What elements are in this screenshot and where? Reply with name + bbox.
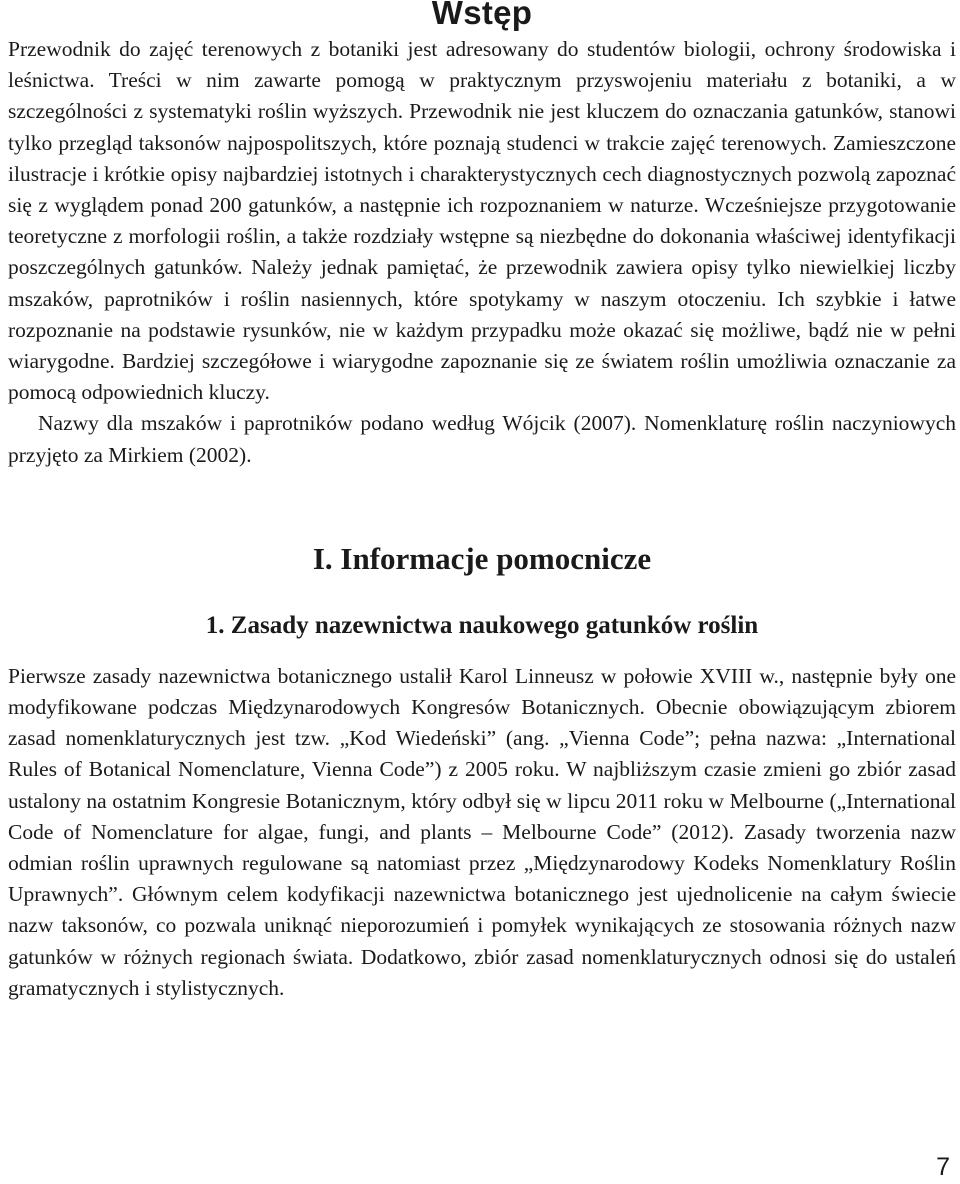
chapter-title: I. Informacje pomocnicze	[312, 540, 652, 576]
spacer	[8, 471, 956, 539]
intro-title: Wstęp	[431, 0, 533, 31]
intro-paragraph-2: Nazwy dla mszaków i paprotników podano według Wójcik (2007). Nomenklaturę roślin naczyniowych przyjęto za Mirkiem (2002).	[8, 411, 956, 467]
section-paragraph: Pierwsze zasady nazewnictwa botanicznego ustalił Karol Linneusz w połowie XVIII w., następnie były one modyfikowane podczas Międzynarodowych Kongresów Botanicznych. Obecnie obowiązującym zbiorem zasad nomenklaturycznych jest tzw. „Kod Wiedeński” (ang. „Vienna Code”; pełna nazwa: „International Rules of Botanical Nomenclature, Vienna Code”) z 2005 roku. W najbliższym czasie zmieni go zbiór zasad ustalony na ostatnim Kongresie Botanicznym, który odbył się w lipcu 2011 roku w Melbourne („International Code of Nomenclature for algae, fungi, and plants – Melbourne Code” (2012). Zasady tworzenia nazw odmian roślin uprawnych regulowane są natomiast przez „Międzynarodowy Kodeks Nomenklatury Roślin Uprawnych”. Głównym celem kodyfikacji nazewnictwa botanicznego jest ujednolicenie na całym świecie nazw taksonów, co pozwala uniknąć nieporozumień i pomyłek wynikających ze stosowania różnych nazw gatunków w różnych regionach świata. Dodatkowo, zbiór zasad nomenklaturycznych odnosi się do ustaleń gramatycznych i stylistycznych.	[8, 663, 956, 1000]
intro-paragraph-1: Przewodnik do zajęć terenowych z botaniki jest adresowany do studentów biologii, ochrony środowiska i leśnictwa. Treści w nim zawarte pomogą w praktycznym przyswojeniu materiału z botaniki, a w szczególności z systematyki roślin wyższych. Przewodnik nie jest kluczem do oznaczania gatunków, stanowi tylko przegląd taksonów najpospolitszych, które poznają studenci w trakcie zajęć terenowych. Zamieszczone ilustracje i krótkie opisy najbardziej istotnych i charakterystycznych cech diagnostycznych pozwolą zapoznać się z wyglądem ponad 200 gatunków, a następnie ich rozpoznaniem w naturze. Wcześniejsze przygotowanie teoretyczne z morfologii roślin, a także rozdziały wstępne są niezbędne do dokonania właściwej identyfikacji poszczególnych gatunków. Należy jednak pamiętać, że przewodnik zawiera opisy tylko niewielkiej liczby mszaków, paprotników i roślin nasiennych, które spotykamy w naszym otoczeniu. Ich szybkie i łatwe rozpoznanie na podstawie rysunków, nie w każdym przypadku może okazać się możliwe, bądź nie w pełni wiarygodne. Bardziej szczegółowe i wiarygodne zapoznanie się ze światem roślin umożliwia oznaczanie za pomocą odpowiednich kluczy.	[8, 37, 956, 405]
spacer	[8, 579, 956, 609]
page	[8, 0, 956, 1004]
page-number: 7	[936, 1153, 950, 1181]
section-title: 1. Zasady nazewnictwa naukowego gatunków roślin	[205, 611, 759, 639]
spacer	[8, 643, 956, 661]
